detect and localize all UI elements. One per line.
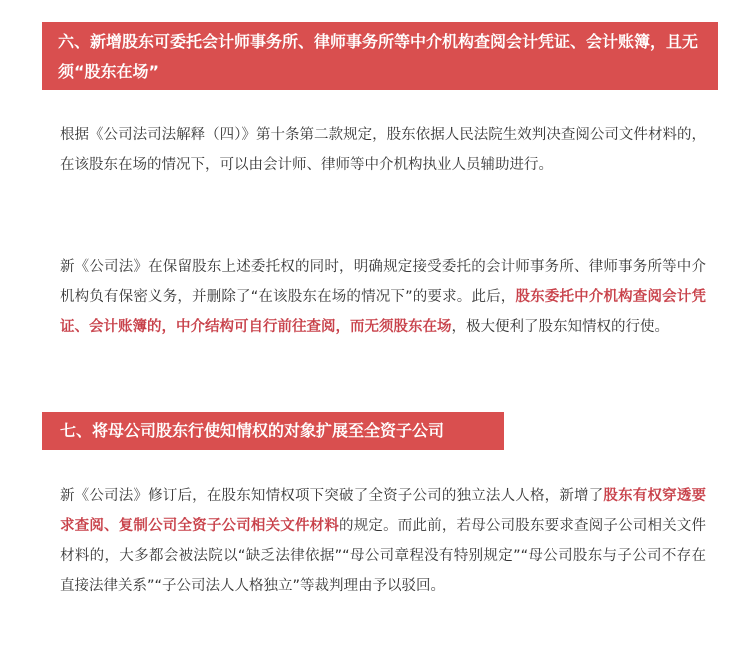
paragraph-text: ，极大便利了股东知情权的行使。: [451, 319, 669, 335]
section-7-heading: 七、将母公司股东行使知情权的对象扩展至全资子公司: [60, 421, 445, 440]
section-6-paragraph-1: 根据《公司法司法解释（四）》第十条第二款规定，股东依据人民法院生效判决查阅公司文件材料的，在该股东在场的情况下，可以由会计师、律师等中介机构执业人员辅助进行。: [60, 127, 706, 173]
paragraph-text: 新《公司法》在保留股东上述委托权的同时，明确规定接受委托的会计师事务所、律师事务所等中介机构负有保密义务，并删除了“在该股东在场的情况下”的要求。此后，: [60, 259, 706, 305]
paragraph-text: 的规定。而此前，若母公司股东要求查阅子公司相关文件材料的，大多都会被法院以“缺乏法律依据”“母公司章程没有特别规定”“母公司股东与子公司不存在直接法律关系”“子公司法人人格独立”等裁判理由予以驳回。: [60, 518, 707, 594]
section-6-heading-banner: [42, 22, 718, 90]
section-7-paragraph: [60, 481, 706, 601]
section-6-heading: 六、新增股东可委托会计师事务所、律师事务所等中介机构查阅会计凭证、会计账簿，且无须“股东在场”: [58, 32, 699, 81]
section-6-paragraph-2: [60, 252, 706, 342]
section-7-heading-banner: [42, 412, 504, 450]
paragraph-text: 新《公司法》修订后，在股东知情权项下突破了全资子公司的独立法人人格，新增了: [60, 488, 604, 504]
highlighted-text: 股东委托中介机构查阅会计凭证、会计账簿的，中介结构可自行前往查阅，而无须股东在场: [60, 289, 706, 335]
highlighted-text: 股东有权穿透要求查阅、复制公司全资子公司相关文件材料: [60, 488, 707, 534]
